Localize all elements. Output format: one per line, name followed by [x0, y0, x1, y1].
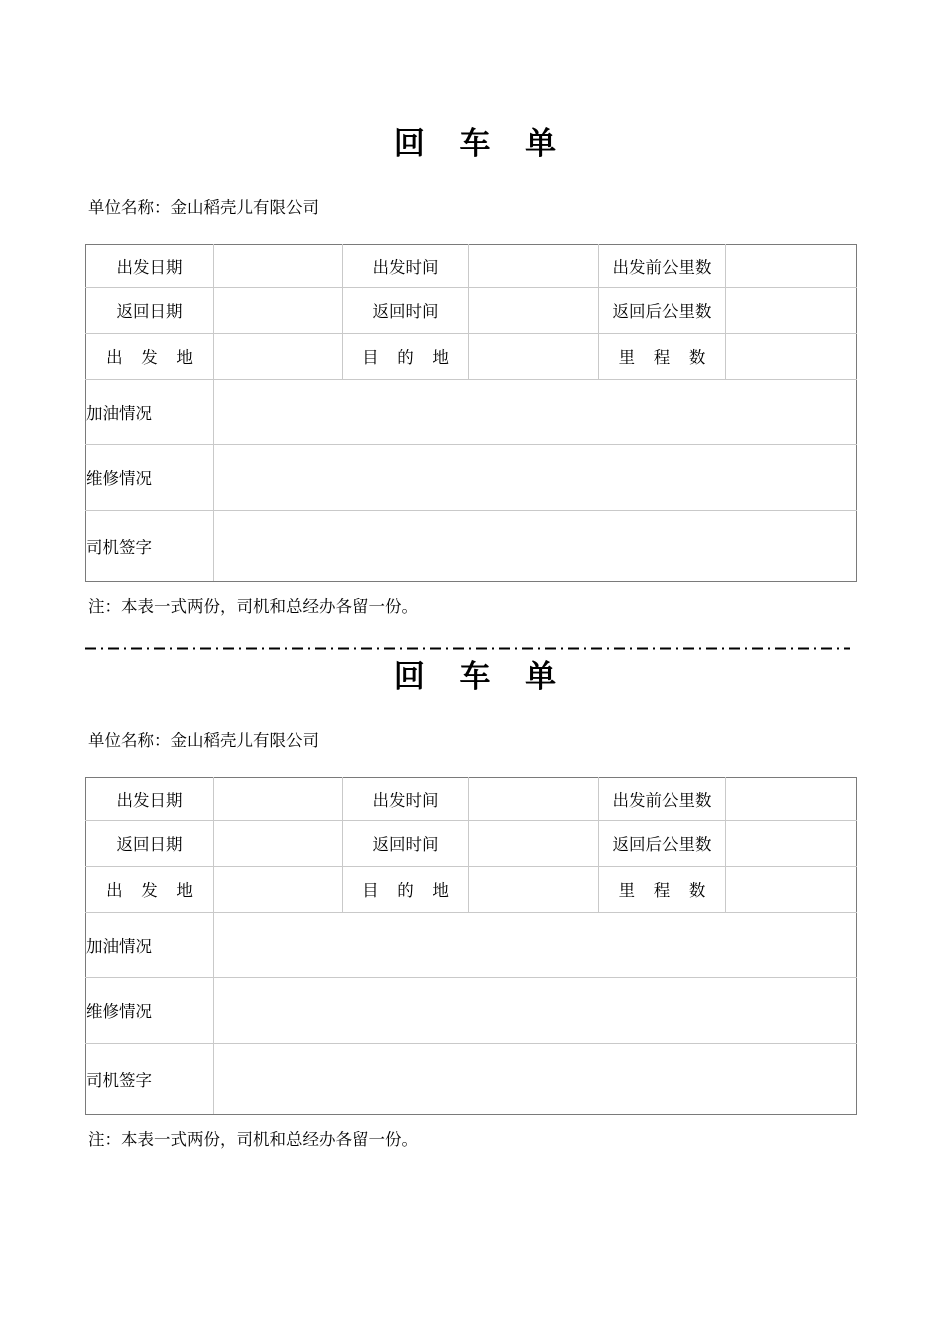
cell-refuel-label: 加油情况 [86, 912, 214, 977]
trip-form-copy-2 [0, 661, 950, 1148]
cut-line-separator [85, 647, 850, 650]
cell-mileage-value[interactable] [726, 333, 857, 379]
cell-odometer-after-label: 返回后公里数 [599, 820, 726, 866]
cell-return-date-value[interactable] [214, 820, 343, 866]
cell-departure-date-value[interactable] [214, 244, 343, 287]
trip-record-table [85, 244, 857, 582]
cell-odometer-after-label: 返回后公里数 [599, 287, 726, 333]
cell-refuel-label: 加油情况 [86, 379, 214, 444]
table-row [86, 1043, 857, 1114]
cell-driver-signature-label: 司机签字 [86, 1043, 214, 1114]
table-row [86, 977, 857, 1043]
cell-refuel-value[interactable] [214, 379, 857, 444]
cell-departure-time-label: 出发时间 [343, 244, 469, 287]
cell-return-time-value[interactable] [469, 287, 599, 333]
table-row [86, 510, 857, 581]
cell-odometer-before-value[interactable] [726, 777, 857, 820]
cell-mileage-value[interactable] [726, 866, 857, 912]
cell-maintenance-value[interactable] [214, 977, 857, 1043]
table-row [86, 379, 857, 444]
table-row [86, 777, 857, 820]
cell-departure-time-value[interactable] [469, 777, 599, 820]
page-title: 回 车 单 [393, 659, 570, 694]
cell-departure-time-label: 出发时间 [343, 777, 469, 820]
cell-refuel-value[interactable] [214, 912, 857, 977]
cell-origin-label: 出 发 地 [86, 333, 214, 379]
cell-driver-signature-value[interactable] [214, 510, 857, 581]
cell-destination-value[interactable] [469, 333, 599, 379]
cell-odometer-after-value[interactable] [726, 820, 857, 866]
cell-return-time-label: 返回时间 [343, 820, 469, 866]
cell-destination-label: 目 的 地 [343, 866, 469, 912]
page-title: 回 车 单 [393, 126, 570, 161]
cell-odometer-before-label: 出发前公里数 [599, 244, 726, 287]
cell-maintenance-label: 维修情况 [86, 444, 214, 510]
cell-departure-date-label: 出发日期 [86, 244, 214, 287]
cell-odometer-before-value[interactable] [726, 244, 857, 287]
cell-departure-date-value[interactable] [214, 777, 343, 820]
cell-destination-value[interactable] [469, 866, 599, 912]
cell-odometer-after-value[interactable] [726, 287, 857, 333]
form-note: 注：本表一式两份，司机和总经办各留一份。 [88, 1130, 418, 1149]
cell-odometer-before-label: 出发前公里数 [599, 777, 726, 820]
table-row [86, 244, 857, 287]
cell-mileage-label: 里 程 数 [599, 333, 726, 379]
cell-maintenance-label: 维修情况 [86, 977, 214, 1043]
table-row [86, 444, 857, 510]
table-row [86, 820, 857, 866]
cell-origin-value[interactable] [214, 866, 343, 912]
form-note: 注：本表一式两份，司机和总经办各留一份。 [88, 597, 418, 616]
cell-driver-signature-value[interactable] [214, 1043, 857, 1114]
cell-departure-time-value[interactable] [469, 244, 599, 287]
table-row [86, 333, 857, 379]
cell-return-date-value[interactable] [214, 287, 343, 333]
table-row [86, 287, 857, 333]
cell-maintenance-value[interactable] [214, 444, 857, 510]
company-name-line: 单位名称：金山稻壳儿有限公司 [88, 732, 319, 750]
trip-form-copy-1 [0, 128, 950, 615]
table-row [86, 912, 857, 977]
cell-return-date-label: 返回日期 [86, 820, 214, 866]
cell-origin-label: 出 发 地 [86, 866, 214, 912]
cell-driver-signature-label: 司机签字 [86, 510, 214, 581]
cell-return-date-label: 返回日期 [86, 287, 214, 333]
cell-return-time-label: 返回时间 [343, 287, 469, 333]
cell-return-time-value[interactable] [469, 820, 599, 866]
cell-destination-label: 目 的 地 [343, 333, 469, 379]
company-name-line: 单位名称：金山稻壳儿有限公司 [88, 199, 319, 217]
cell-mileage-label: 里 程 数 [599, 866, 726, 912]
trip-record-table [85, 777, 857, 1115]
cell-origin-value[interactable] [214, 333, 343, 379]
cell-departure-date-label: 出发日期 [86, 777, 214, 820]
table-row [86, 866, 857, 912]
